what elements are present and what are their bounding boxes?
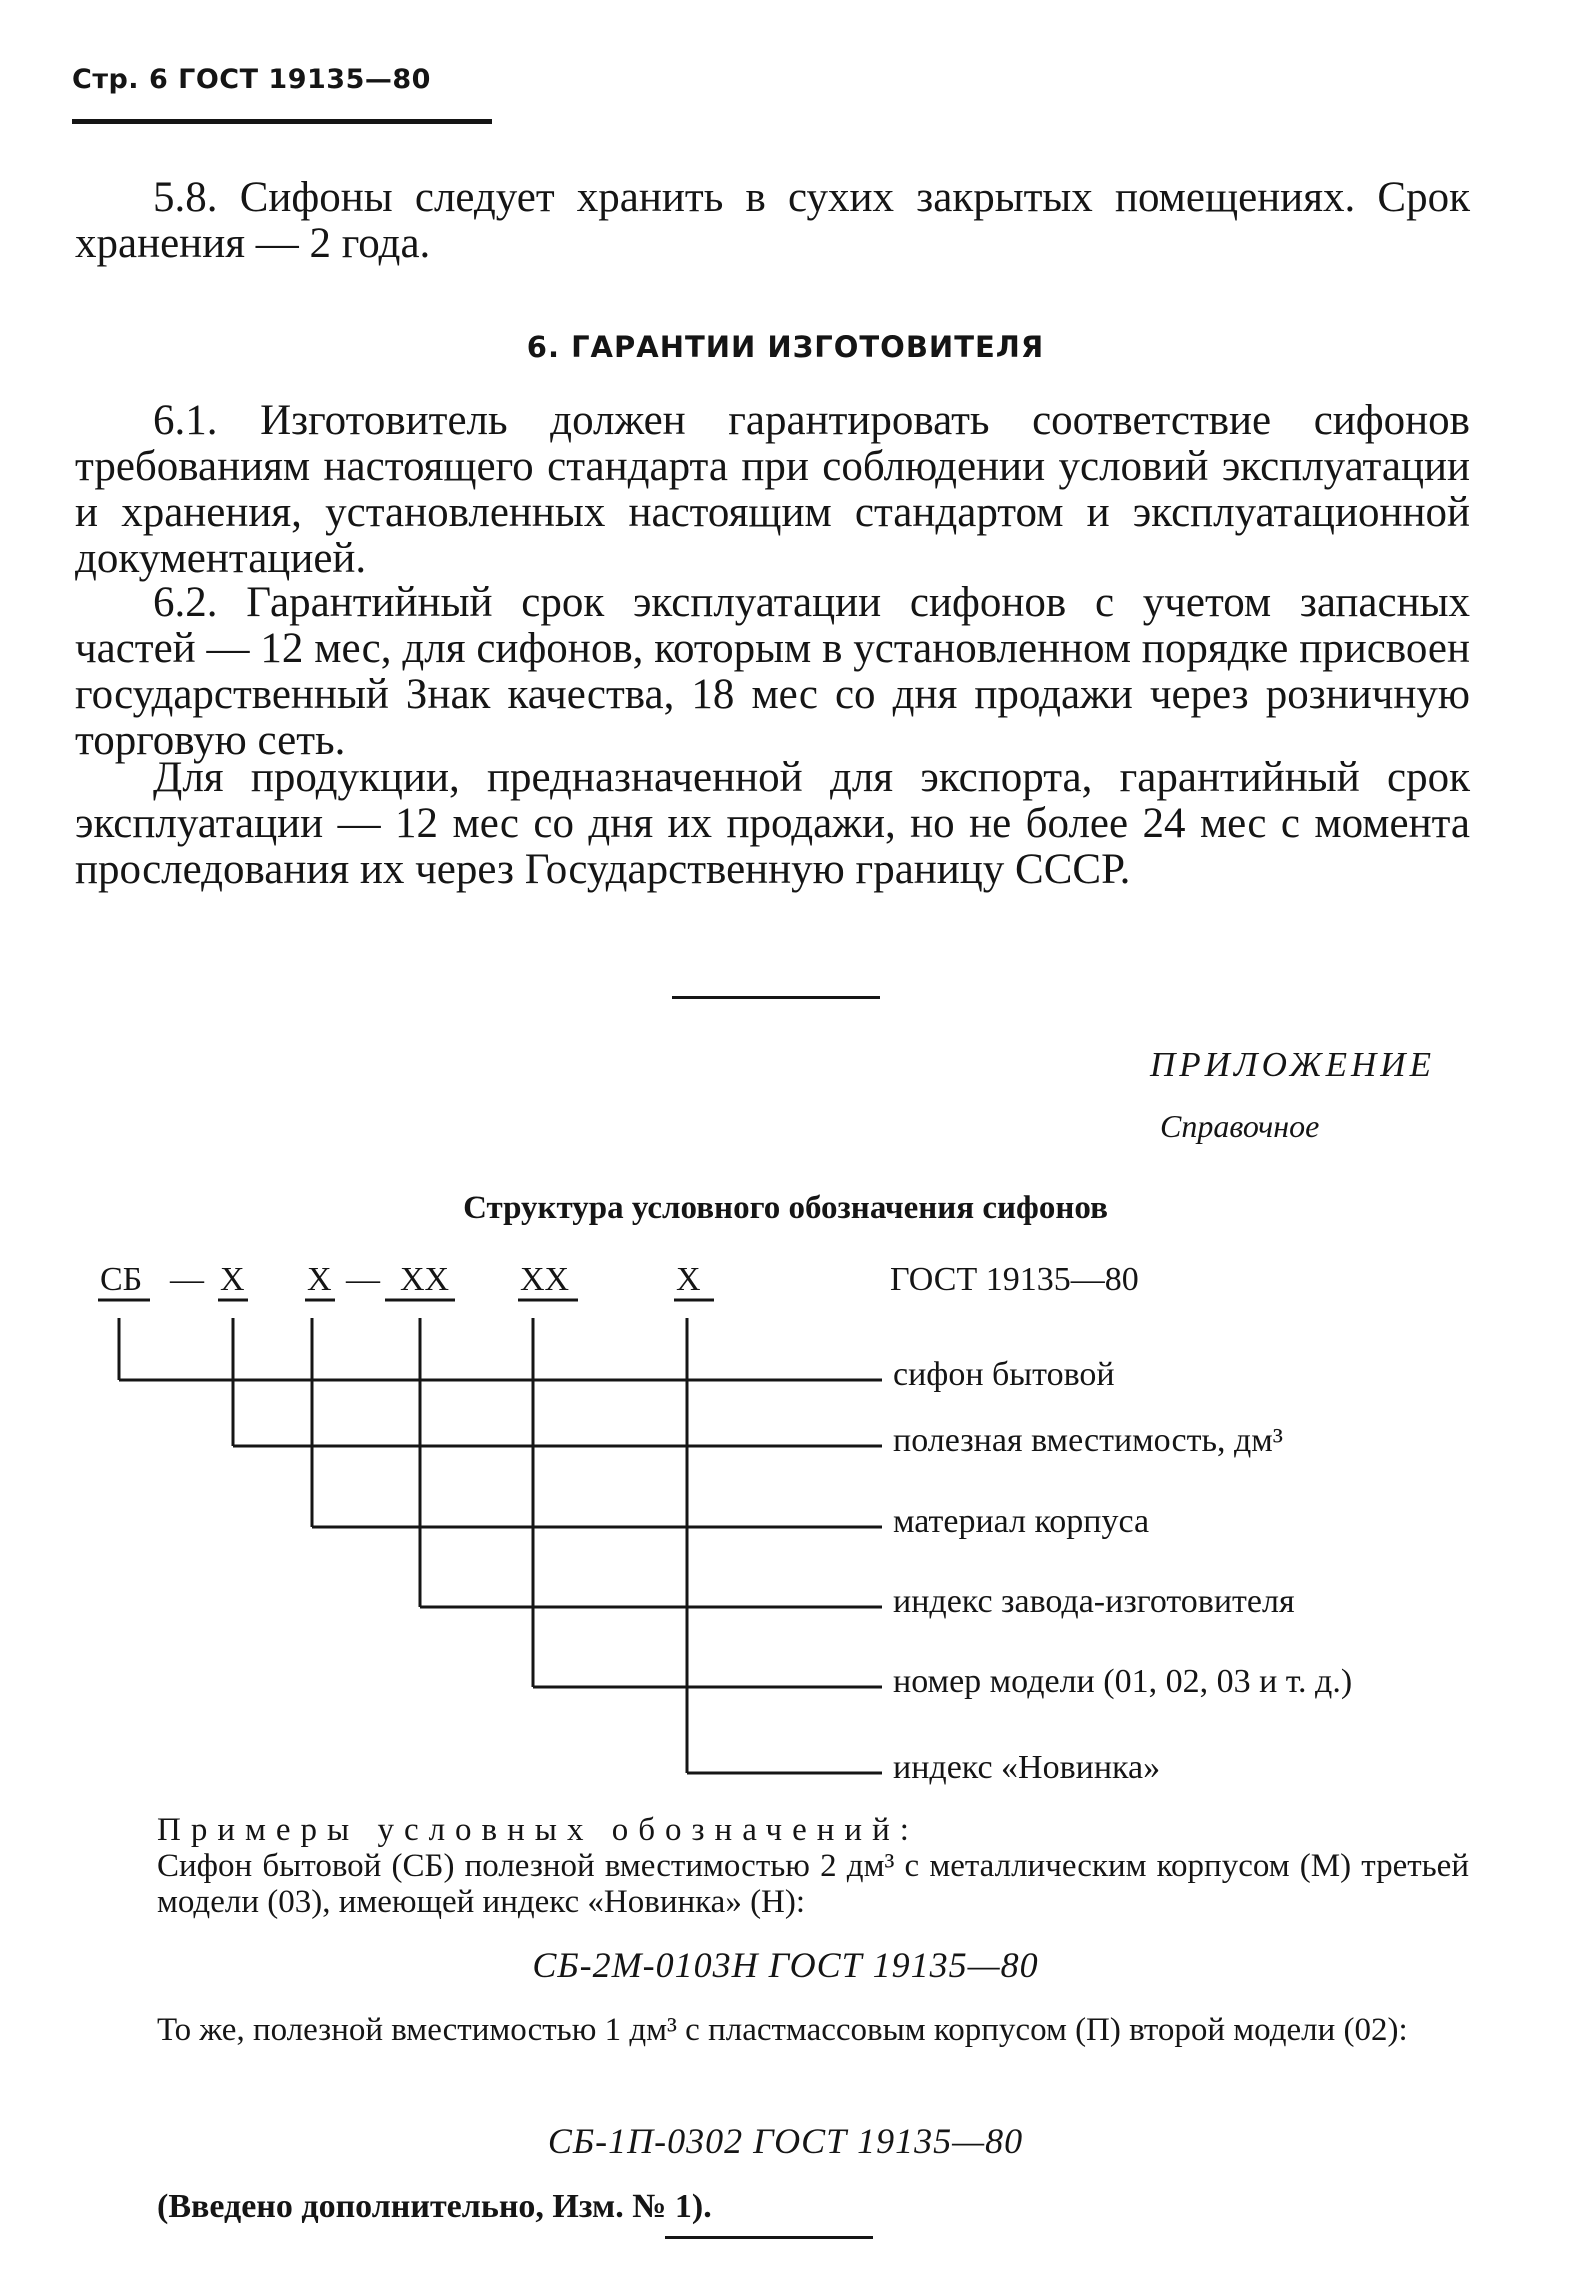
legend-item-capacity: полезная вместимость, дм³	[893, 1422, 1283, 1459]
paragraph-export: Для продукции, предназначенной для экспорта, гарантийный срок эксплуатации — 12 мес со дня их продажи, но не более 24 мес с момента проследования их через Государственную границу СССР.	[75, 754, 1470, 893]
amendment-note: (Введено дополнительно, Изм. № 1).	[157, 2188, 712, 2225]
paragraph-6-2: 6.2. Гарантийный срок эксплуатации сифонов с учетом запасных частей — 12 мес, для сифонов, которым в установленном порядке присвоен государственный Знак качества, 18 мес со дня продажи через розничную торговую сеть.	[75, 579, 1470, 764]
code-part-x3: Х	[676, 1261, 701, 1298]
appendix-title: ПРИЛОЖЕНИЕ	[1150, 1045, 1435, 1084]
code-part-xx2: ХХ	[520, 1261, 570, 1298]
paragraph-5-8: 5.8. Сифоны следует хранить в сухих закрытых помещениях. Срок хранения — 2 года.	[75, 174, 1470, 267]
legend-item-material: материал корпуса	[893, 1503, 1150, 1540]
code-standard: ГОСТ 19135—80	[890, 1261, 1139, 1298]
diagram-lines	[98, 1300, 882, 1773]
page-header: Стр. 6 ГОСТ 19135—80	[72, 64, 431, 95]
appendix-subtitle: Справочное	[1160, 1108, 1320, 1144]
structure-title: Структура условного обозначения сифонов	[463, 1190, 1108, 1226]
section-separator	[672, 996, 880, 999]
code-part-xx1: ХХ	[400, 1261, 450, 1298]
section-title-6: 6. ГАРАНТИИ ИЗГОТОВИТЕЛЯ	[526, 330, 1045, 364]
legend-item-novelty-index: индекс «Новинка»	[893, 1749, 1161, 1786]
code-part-x1: Х	[220, 1261, 245, 1298]
legend-item-model-number: номер модели (01, 02, 03 и т. д.)	[893, 1663, 1353, 1700]
code-dash-2: —	[346, 1261, 380, 1298]
paragraph-6-1: 6.1. Изготовитель должен гарантировать соответствие сифонов требованиям настоящего стандарта при соблюдении условий эксплуатации и хранения, установленных настоящим стандартом и эксплуатационной документацией.	[75, 397, 1470, 582]
example-1-code: СБ-2М-0103Н ГОСТ 19135—80	[532, 1945, 1039, 1985]
legend-item-household: сифон бытовой	[893, 1356, 1115, 1393]
code-part-x2: Х	[307, 1261, 332, 1298]
amendment-note-underline	[665, 2236, 873, 2239]
examples-heading: Примеры условных обозначений:	[157, 1812, 919, 1848]
code-dash-1: —	[170, 1261, 204, 1298]
example-1-text: Сифон бытовой (СБ) полезной вместимостью 2 дм³ с металлическим корпусом (М) третьей модели (03), имеющей индекс «Новинка» (Н):	[157, 1848, 1469, 1920]
designation-structure-diagram	[0, 1240, 1571, 1800]
header-divider	[72, 119, 492, 124]
legend-item-factory-index: индекс завода-изготовителя	[893, 1583, 1295, 1620]
code-part-sb: СБ	[100, 1261, 143, 1298]
example-2-text: То же, полезной вместимостью 1 дм³ с пластмассовым корпусом (П) второй модели (02):	[157, 2012, 1408, 2048]
example-2-code: СБ-1П-0302 ГОСТ 19135—80	[547, 2121, 1024, 2161]
